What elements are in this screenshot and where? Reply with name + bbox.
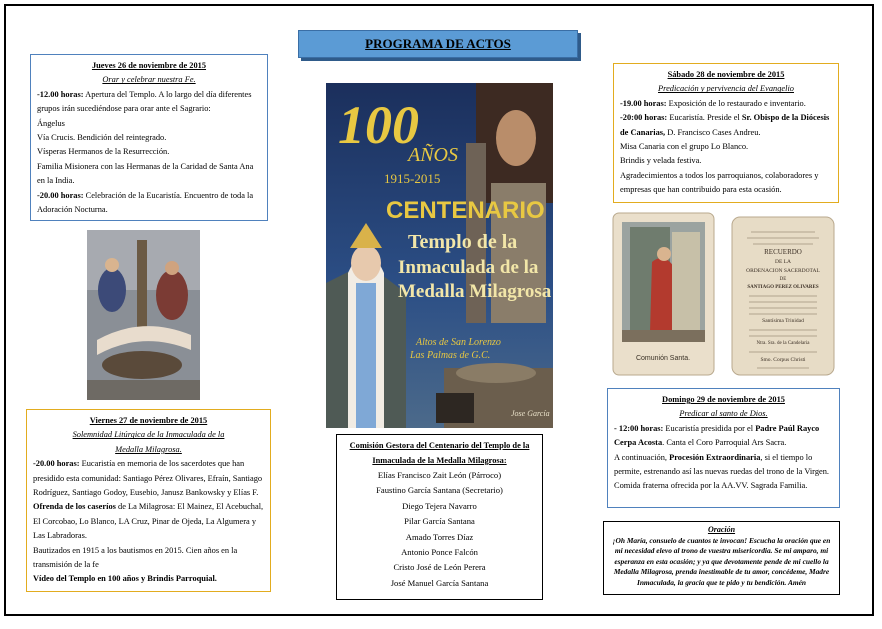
comision-member: Antonio Ponce Falcón (401, 547, 478, 558)
oracion-box (603, 521, 840, 595)
painting-image (87, 230, 200, 400)
ordination-candelaria: Ntra. Sra. de la Candelaria (756, 341, 810, 346)
sabado-line-2a: Eucaristía. Preside el (667, 113, 742, 123)
jueves-time-1: -12.00 horas: (37, 89, 84, 99)
ordination-trinidad: Santísima Trinidad (762, 318, 804, 324)
sabado-line-3: Misa Canaria con el grupo Lo Blanco. (620, 142, 749, 152)
centenary-poster (326, 83, 553, 428)
comision-member: Amado Torres Díaz (405, 531, 474, 542)
sabado-line-2c: D. Francisco Cases Andreu. (665, 127, 761, 137)
domingo-line-2a: A continuación, (614, 452, 670, 462)
jueves-line-5: Familia Misionera con las Hermanas de la Caridad de Santa Ana en la India. (37, 161, 254, 186)
ordination-name: SANTIAGO PEREZ OLIVARES (747, 285, 819, 290)
comision-member: José Manuel García Santana (390, 577, 489, 588)
domingo-procesion: Procesión Extraordinaria (669, 452, 761, 462)
viernes-subheading: Solemnidad Litúrgica de la Inmaculada de la Medalla Milagrosa. (72, 430, 225, 454)
sabado-line-1: Exposición de lo restaurado e inventario. (666, 98, 806, 108)
sabado-heading: Sábado 28 de noviembre de 2015 (667, 70, 785, 79)
domingo-line-3: Comida fraterna ofrecida por la AA.VV. Sagrada Familia. (614, 481, 808, 491)
jueves-subheading: Orar y celebrar nuestra Fe. (102, 75, 196, 85)
poster-templo: Templo de la (408, 231, 518, 253)
domingo-time-1: - 12:00 horas: (614, 423, 664, 433)
oracion-text: ¡Oh María, consuelo de cuantos te invocan! Escucha la oración que en mi necesidad elevo al trono de vuestra misericordia. Se mi amparo, mi esperanza en esta ocasión; y ya que devotamente pende de mi cuello la Medalla Milagrosa, prenda inestimable de tu amor, concédeme, Madre Inmaculada, la gracia que te pido y tu bendición. Amén (612, 535, 831, 587)
jueves-line-4: Vísperas Hermanos de la Resurrección. (37, 147, 170, 157)
comision-member: Faustino García Santana (Secretario) (376, 485, 503, 496)
ordination-corpus: Smo. Corpus Christi (760, 357, 806, 363)
jueves-heading: Jueves 26 de noviembre de 2015 (91, 61, 207, 70)
sabado-line-4: Brindis y velada festiva. (620, 156, 702, 166)
poster-signature: Jose García (511, 409, 550, 418)
poster-100: 100 (338, 95, 419, 155)
jueves-time-2: -20.00 horas: (37, 190, 84, 200)
viernes-line-4: Vídeo del Templo en 100 años y Brindis Parroquial. (33, 574, 217, 584)
ordination-dela: DE LA (774, 259, 792, 265)
domingo-line-2c: , si el tiempo lo permite, estrenando así las nuevas ruedas del trono de la Virgen. (614, 452, 830, 477)
communion-caption: Comunión Santa. (635, 355, 691, 362)
sabado-line-5: Agradecimientos a todos los parroquianos, colaboradores y empresas que han contribuido para esta ocasión. (620, 170, 819, 195)
oracion-heading: Oración (707, 525, 736, 534)
domingo-subheading: Predicar al santo de Dios. (679, 409, 768, 419)
sabado-bishop: Sr. Obispo de la Diócesis de Canarias, (620, 113, 830, 137)
comision-box (336, 434, 543, 600)
jueves-line-2: Ángelus (37, 118, 65, 128)
ordination-card (731, 216, 835, 376)
page-title: PROGRAMA DE ACTOS (298, 30, 578, 58)
comision-member: Pilar García Santana (404, 516, 475, 527)
domingo-box (607, 388, 840, 508)
communion-card (612, 212, 715, 376)
comision-heading: Comisión Gestora del Centenario del Templo de la Inmaculada de la Medalla Milagrosa: (349, 441, 530, 465)
sabado-time-1: -19.00 horas: (620, 98, 667, 108)
viernes-line-2: de La Milagrosa: El Mainez, El Acebuchal, El Corcobao, Lo Blanco, LA Cruz, Pinar de Ojeda, La Algumera y Las Labradoras. (33, 502, 264, 541)
domingo-line-1c: . Canta el Coro Parroquial Ars Sacra. (662, 438, 787, 448)
ordination-de: DE (779, 277, 787, 282)
ordination-recuerdo: RECUERDO (764, 248, 802, 256)
poster-place-2: Las Palmas de G.C. (410, 350, 491, 361)
jueves-box (30, 54, 268, 221)
poster-years: 1915-2015 (384, 171, 441, 186)
comision-member: Diego Tejera Navarro (402, 500, 477, 511)
poster-centenario: CENTENARIO (386, 197, 545, 224)
viernes-time-1: -20.00 horas: (33, 459, 80, 469)
viernes-line-1: Eucaristía en memoria de los sacerdotes que han presidido esta comunidad: Santiago Pérez Olivares, Efraín, Santiago Rodríguez, Santiago Godoy, Eusebio, Janusz Bankowsky y Elías F. (33, 459, 263, 498)
poster-inmaculada: Inmaculada de la (398, 257, 539, 278)
poster-medalla: Medalla Milagrosa (398, 281, 552, 302)
comision-member: Elías Francisco Zait León (Párroco) (377, 470, 502, 480)
comision-member: Cristo José de León Perera (393, 562, 486, 573)
domingo-priest: Padre Paúl Rayco Cerpa Acosta (614, 423, 820, 448)
ordination-title: ORDENACION SACERDOTAL (746, 268, 820, 274)
jueves-line-6: Celebración de la Eucaristía. Encuentro de toda la Adoración Nocturna. (37, 190, 254, 215)
viernes-line-3: Bautizados en 1915 a los bautismos en 2015. Cien años en la transmisión de la fe (33, 545, 238, 570)
domingo-heading: Domingo 29 de noviembre de 2015 (662, 395, 785, 404)
viernes-box (26, 409, 271, 592)
poster-anos: AÑOS (408, 144, 458, 166)
viernes-ofrenda: Ofrenda de los caseríos (33, 502, 116, 512)
sabado-subheading: Predicación y pervivencia del Evangelio (658, 84, 794, 94)
sabado-box (613, 63, 839, 203)
jueves-line-3: Vía Crucis. Bendición del reintegrado. (37, 133, 167, 143)
poster-place-1: Altos de San Lorenzo (416, 337, 501, 348)
sabado-time-2: -20:00 horas: (620, 113, 668, 123)
viernes-heading: Viernes 27 de noviembre de 2015 (89, 416, 208, 425)
domingo-line-1a: Eucaristía presidida por el (663, 423, 756, 433)
jueves-line-1: Apertura del Templo. A lo largo del día diferentes grupos irán sucediéndose para orar ante el Sagrario: (37, 89, 252, 114)
